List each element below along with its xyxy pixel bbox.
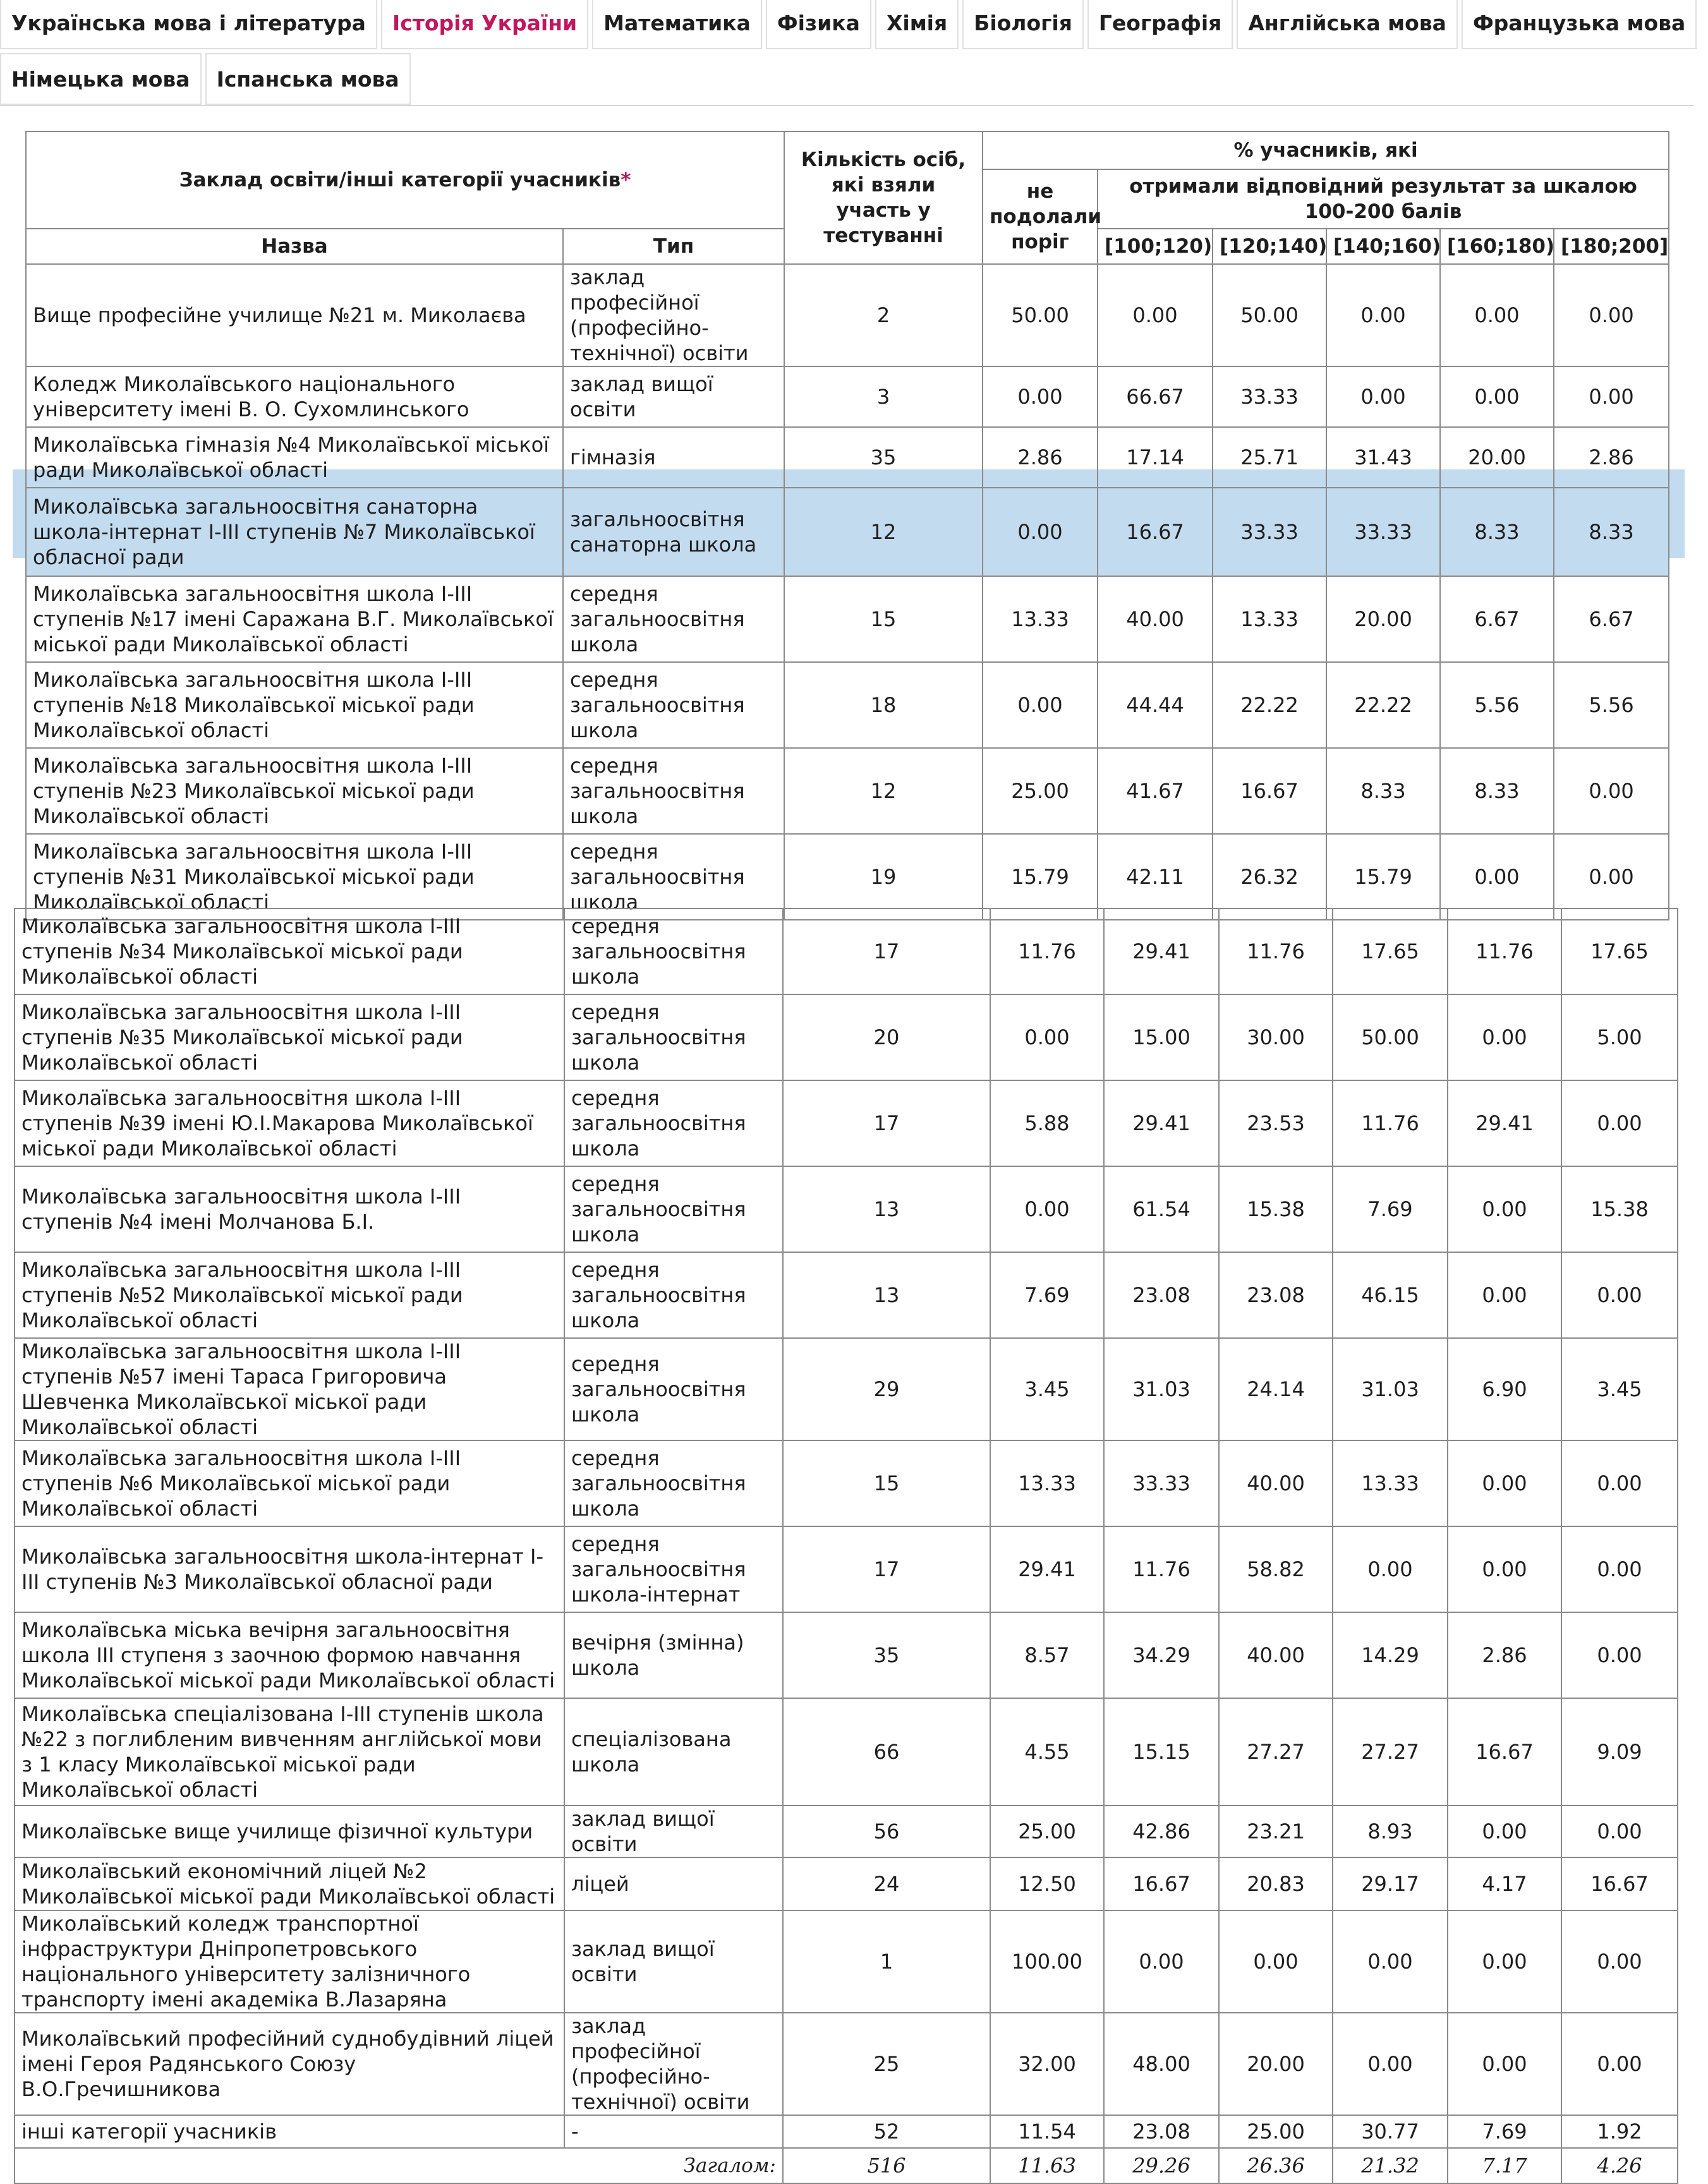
- participant-count-cell: 66: [783, 1698, 990, 1806]
- institution-type-cell: -: [564, 2115, 783, 2148]
- range-percent-cell: 23.08: [1219, 1252, 1333, 1338]
- range-percent-cell: 0.00: [1554, 834, 1669, 920]
- range-percent-cell: 8.33: [1440, 748, 1554, 834]
- range-percent-cell: 0.00: [1561, 1910, 1678, 2013]
- failed-percent-cell: 25.00: [983, 748, 1098, 834]
- range-percent-cell: 15.79: [1326, 834, 1440, 920]
- range-percent-cell: 31.43: [1326, 427, 1440, 488]
- range-percent-cell: 0.00: [1561, 1612, 1678, 1698]
- table-row[interactable]: [26, 264, 1669, 366]
- institution-name-cell: Миколаївська загальноосвітня школа І-ІІІ ступенів №4 імені Молчанова Б.І.: [15, 1166, 564, 1252]
- range-percent-cell: 0.00: [1448, 1440, 1561, 1526]
- range-percent-cell: 0.00: [1561, 1526, 1678, 1612]
- range-percent-cell: 15.00: [1104, 994, 1219, 1080]
- range-percent-cell: 40.00: [1219, 1612, 1333, 1698]
- institution-type-cell: середня загальноосвітня школа: [564, 1166, 783, 1252]
- institution-type-cell: середня загальноосвітня школа: [564, 1252, 783, 1338]
- participant-count-cell: 52: [783, 2115, 990, 2148]
- results-table: [25, 131, 1669, 920]
- failed-percent-cell: 0.00: [990, 1166, 1104, 1252]
- range-percent-cell: 15.38: [1219, 1166, 1333, 1252]
- range-percent-cell: 50.00: [1333, 994, 1448, 1080]
- range-percent-cell: 16.67: [1104, 1857, 1219, 1910]
- participant-count-cell: 15: [783, 1440, 990, 1526]
- institution-name-cell: Миколаївська спеціалізована І-ІІІ ступенів школа №22 з поглибленим вивченням англійської мови з 1 класу Миколаївської міської ради Миколаївської області: [15, 1698, 564, 1806]
- range-header: [120;140): [1213, 229, 1326, 264]
- range-percent-cell: 0.00: [1326, 366, 1440, 427]
- failed-percent-cell: 100.00: [990, 1910, 1104, 2013]
- range-percent-cell: 4.17: [1448, 1857, 1561, 1910]
- range-percent-cell: 0.00: [1440, 264, 1554, 366]
- institution-name-cell: Миколаївська загальноосвітня санаторна школа-інтернат І-ІІІ ступенів №7 Миколаївської обласної ради: [26, 488, 563, 576]
- range-percent-cell: 14.29: [1333, 1612, 1448, 1698]
- table-row[interactable]: [15, 1252, 1678, 1338]
- institution-type-cell: вечірня (змінна) школа: [564, 1612, 783, 1698]
- range-percent-cell: 0.00: [1219, 1910, 1333, 2013]
- range-percent-cell: 0.00: [1440, 834, 1554, 920]
- range-percent-cell: 50.00: [1213, 264, 1326, 366]
- participant-count-cell: 29: [783, 1338, 990, 1440]
- table-row[interactable]: [26, 662, 1669, 748]
- tab-subject[interactable]: Географія: [1087, 0, 1233, 49]
- table-row[interactable]: [15, 1698, 1678, 1806]
- institution-type-cell: гімназія: [563, 427, 784, 488]
- institution-name-cell: Миколаївська загальноосвітня школа-інтернат І-ІІІ ступенів №3 Миколаївської обласної ради: [15, 1526, 564, 1612]
- total-count-cell: 516: [783, 2148, 990, 2183]
- participant-count-cell: 17: [783, 1526, 990, 1612]
- range-header: [140;160): [1326, 229, 1440, 264]
- range-percent-cell: 23.21: [1219, 1806, 1333, 1857]
- table-row[interactable]: [15, 1612, 1678, 1698]
- range-percent-cell: 30.77: [1333, 2115, 1448, 2148]
- name-header: Назва: [26, 229, 563, 264]
- range-percent-cell: 58.82: [1219, 1526, 1333, 1612]
- table-row[interactable]: [26, 576, 1669, 662]
- table-row[interactable]: [15, 2115, 1678, 2148]
- table-row[interactable]: [15, 1806, 1678, 1857]
- total-percent-cell: 11.63: [990, 2148, 1104, 2183]
- range-percent-cell: 8.33: [1326, 748, 1440, 834]
- type-header: Тип: [563, 229, 784, 264]
- range-percent-cell: 20.00: [1440, 427, 1554, 488]
- range-percent-cell: 0.00: [1554, 264, 1669, 366]
- range-percent-cell: 13.33: [1333, 1440, 1448, 1526]
- range-percent-cell: 0.00: [1326, 264, 1440, 366]
- range-percent-cell: 9.09: [1561, 1698, 1678, 1806]
- range-header: [100;120): [1098, 229, 1213, 264]
- range-percent-cell: 15.38: [1561, 1166, 1678, 1252]
- participant-count-cell: 1: [783, 1910, 990, 2013]
- range-percent-cell: 11.76: [1219, 908, 1333, 994]
- failed-percent-cell: 11.54: [990, 2115, 1104, 2148]
- range-percent-cell: 33.33: [1213, 488, 1326, 576]
- range-percent-cell: 16.67: [1448, 1698, 1561, 1806]
- range-percent-cell: 5.56: [1554, 662, 1669, 748]
- failed-header: не подолали поріг: [983, 169, 1098, 264]
- institution-type-cell: середня загальноосвітня школа: [564, 1338, 783, 1440]
- institution-type-cell: заклад вищої освіти: [563, 366, 784, 427]
- range-percent-cell: 29.17: [1333, 1857, 1448, 1910]
- range-percent-cell: 40.00: [1098, 576, 1213, 662]
- range-percent-cell: 17.65: [1333, 908, 1448, 994]
- failed-percent-cell: 29.41: [990, 1526, 1104, 1612]
- participant-count-cell: 18: [784, 662, 983, 748]
- range-percent-cell: 17.14: [1098, 427, 1213, 488]
- range-percent-cell: 8.93: [1333, 1806, 1448, 1857]
- range-percent-cell: 0.00: [1561, 1252, 1678, 1338]
- institution-name-cell: Миколаївська загальноосвітня школа І-ІІІ ступенів №52 Миколаївської міської ради Миколаївської області: [15, 1252, 564, 1338]
- table-row[interactable]: [15, 2013, 1678, 2115]
- range-percent-cell: 5.00: [1561, 994, 1678, 1080]
- institution-type-cell: середня загальноосвітня школа: [563, 748, 784, 834]
- participant-count-cell: 19: [784, 834, 983, 920]
- participant-count-cell: 20: [783, 994, 990, 1080]
- participant-count-cell: 13: [783, 1166, 990, 1252]
- subject-tabs: [0, 0, 1693, 106]
- failed-percent-cell: 5.88: [990, 1080, 1104, 1166]
- failed-percent-cell: 3.45: [990, 1338, 1104, 1440]
- institution-type-cell: середня загальноосвітня школа: [564, 908, 783, 994]
- institution-type-cell: заклад професійної (професійно-технічної) освіти: [564, 2013, 783, 2115]
- range-percent-cell: 7.69: [1333, 1166, 1448, 1252]
- range-percent-cell: 25.00: [1219, 2115, 1333, 2148]
- participant-count-cell: 13: [783, 1252, 990, 1338]
- institution-name-cell: Миколаївська загальноосвітня школа І-ІІІ ступенів №35 Миколаївської міської ради Миколаївської області: [15, 994, 564, 1080]
- institution-type-cell: середня загальноосвітня школа: [564, 1080, 783, 1166]
- range-percent-cell: 0.00: [1554, 366, 1669, 427]
- failed-percent-cell: 11.76: [990, 908, 1104, 994]
- range-percent-cell: 66.67: [1098, 366, 1213, 427]
- range-percent-cell: 0.00: [1448, 1526, 1561, 1612]
- range-percent-cell: 29.41: [1104, 908, 1219, 994]
- range-percent-cell: 33.33: [1326, 488, 1440, 576]
- institution-name-cell: Миколаївська загальноосвітня школа І-ІІІ ступенів №34 Миколаївської міської ради Миколаївської області: [15, 908, 564, 994]
- table-row[interactable]: [26, 834, 1669, 920]
- institution-type-cell: середня загальноосвітня школа-інтернат: [564, 1526, 783, 1612]
- failed-percent-cell: 13.33: [990, 1440, 1104, 1526]
- failed-percent-cell: 15.79: [983, 834, 1098, 920]
- participant-count-cell: 12: [784, 488, 983, 576]
- range-percent-cell: 0.00: [1440, 366, 1554, 427]
- table-row[interactable]: [15, 1526, 1678, 1612]
- range-percent-cell: 0.00: [1561, 1806, 1678, 1857]
- tab-subject[interactable]: Історія України: [381, 0, 588, 49]
- range-percent-cell: 40.00: [1219, 1440, 1333, 1526]
- participant-count-cell: 56: [783, 1806, 990, 1857]
- results-table-continued: [14, 908, 1678, 2184]
- range-percent-cell: 0.00: [1448, 1806, 1561, 1857]
- range-percent-cell: 46.15: [1333, 1252, 1448, 1338]
- range-percent-cell: 0.00: [1104, 1910, 1219, 2013]
- range-percent-cell: 2.86: [1448, 1612, 1561, 1698]
- range-percent-cell: 0.00: [1561, 1440, 1678, 1526]
- tab-row-2: [0, 53, 415, 106]
- table-row[interactable]: [15, 994, 1678, 1080]
- total-row: [15, 2148, 1678, 2183]
- participant-count-cell: 35: [783, 1612, 990, 1698]
- tab-subject[interactable]: Німецька мова: [0, 53, 202, 105]
- range-header: [180;200]: [1554, 229, 1669, 264]
- failed-percent-cell: 2.86: [983, 427, 1098, 488]
- participant-count-cell: 12: [784, 748, 983, 834]
- asterisk-note: *: [621, 169, 631, 191]
- range-percent-cell: 31.03: [1333, 1338, 1448, 1440]
- table-row[interactable]: [15, 908, 1678, 994]
- range-percent-cell: 30.00: [1219, 994, 1333, 1080]
- range-percent-cell: 0.00: [1333, 2013, 1448, 2115]
- range-percent-cell: 0.00: [1554, 748, 1669, 834]
- total-percent-cell: 21.32: [1333, 2148, 1448, 2183]
- institution-name-cell: Миколаївська загальноосвітня школа І-ІІІ ступенів №57 імені Тараса Григоровича Шевченка Миколаївської міської ради Миколаївської області: [15, 1338, 564, 1440]
- range-percent-cell: 29.41: [1104, 1080, 1219, 1166]
- institution-type-cell: середня загальноосвітня школа: [563, 834, 784, 920]
- percent-header: % учасників, які: [983, 131, 1669, 169]
- institution-type-cell: середня загальноосвітня школа: [563, 576, 784, 662]
- institution-header: Заклад освіти/інші категорії учасників*: [26, 131, 784, 229]
- institution-type-cell: заклад професійної (професійно-технічної) освіти: [563, 264, 784, 366]
- tab-subject[interactable]: Англійська мова: [1237, 0, 1458, 49]
- institution-name-cell: Миколаївська загальноосвітня школа І-ІІІ ступенів №23 Миколаївської міської ради Миколаївської області: [26, 748, 563, 834]
- participant-count-cell: 2: [784, 264, 983, 366]
- range-percent-cell: 15.15: [1104, 1698, 1219, 1806]
- range-percent-cell: 20.83: [1219, 1857, 1333, 1910]
- range-percent-cell: 20.00: [1326, 576, 1440, 662]
- range-percent-cell: 6.67: [1554, 576, 1669, 662]
- table-row[interactable]: [26, 488, 1669, 576]
- institution-name-cell: Миколаївський коледж транспортної інфраструктури Дніпропетровського національного університету залізничного транспорту імені академіка В.Лазаряна: [15, 1910, 564, 2013]
- range-percent-cell: 23.53: [1219, 1080, 1333, 1166]
- institution-type-cell: заклад вищої освіти: [564, 1910, 783, 2013]
- range-percent-cell: 22.22: [1326, 662, 1440, 748]
- failed-percent-cell: 4.55: [990, 1698, 1104, 1806]
- count-header: Кількість осіб, які взяли участь у тестуванні: [784, 131, 983, 264]
- tab-subject[interactable]: Фізика: [766, 0, 871, 49]
- institution-type-cell: спеціалізована школа: [564, 1698, 783, 1806]
- institution-name-cell: Коледж Миколаївського національного університету імені В. О. Сухомлинського: [26, 366, 563, 427]
- range-percent-cell: 42.86: [1104, 1806, 1219, 1857]
- participant-count-cell: 15: [784, 576, 983, 662]
- institution-name-cell: Миколаївський економічний ліцей №2 Миколаївської міської ради Миколаївської області: [15, 1857, 564, 1910]
- total-percent-cell: 29.26: [1104, 2148, 1219, 2183]
- participant-count-cell: 17: [783, 1080, 990, 1166]
- range-percent-cell: 0.00: [1561, 1080, 1678, 1166]
- range-percent-cell: 6.90: [1448, 1338, 1561, 1440]
- institution-type-cell: заклад вищої освіти: [564, 1806, 783, 1857]
- range-percent-cell: 3.45: [1561, 1338, 1678, 1440]
- tab-subject[interactable]: Іспанська мова: [205, 53, 411, 105]
- range-percent-cell: 61.54: [1104, 1166, 1219, 1252]
- range-percent-cell: 11.76: [1333, 1080, 1448, 1166]
- range-percent-cell: 0.00: [1098, 264, 1213, 366]
- range-percent-cell: 27.27: [1333, 1698, 1448, 1806]
- participant-count-cell: 24: [783, 1857, 990, 1910]
- range-percent-cell: 0.00: [1448, 1910, 1561, 2013]
- range-percent-cell: 22.22: [1213, 662, 1326, 748]
- range-percent-cell: 48.00: [1104, 2013, 1219, 2115]
- range-percent-cell: 29.41: [1448, 1080, 1561, 1166]
- tab-subject[interactable]: Математика: [592, 0, 762, 49]
- range-percent-cell: 34.29: [1104, 1612, 1219, 1698]
- range-percent-cell: 16.67: [1098, 488, 1213, 576]
- failed-percent-cell: 0.00: [990, 994, 1104, 1080]
- institution-name-cell: Миколаївська загальноосвітня школа І-ІІІ ступенів №31 Миколаївської міської ради Миколаївської області: [26, 834, 563, 920]
- range-percent-cell: 42.11: [1098, 834, 1213, 920]
- table-row[interactable]: [15, 1166, 1678, 1252]
- table-row[interactable]: [26, 427, 1669, 488]
- range-percent-cell: 20.00: [1219, 2013, 1333, 2115]
- range-percent-cell: 0.00: [1333, 1910, 1448, 2013]
- range-percent-cell: 25.71: [1213, 427, 1326, 488]
- range-percent-cell: 26.32: [1213, 834, 1326, 920]
- participant-count-cell: 17: [783, 908, 990, 994]
- tab-subject[interactable]: Хімія: [875, 0, 959, 49]
- range-percent-cell: 0.00: [1561, 2013, 1678, 2115]
- participant-count-cell: 25: [783, 2013, 990, 2115]
- range-percent-cell: 27.27: [1219, 1698, 1333, 1806]
- institution-name-cell: Миколаївська загальноосвітня школа І-ІІІ ступенів №6 Миколаївської міської ради Миколаївської області: [15, 1440, 564, 1526]
- table-row[interactable]: [15, 1440, 1678, 1526]
- failed-percent-cell: 8.57: [990, 1612, 1104, 1698]
- range-percent-cell: 6.67: [1440, 576, 1554, 662]
- range-header: [160;180): [1440, 229, 1554, 264]
- table-row[interactable]: [15, 1338, 1678, 1440]
- range-percent-cell: 8.33: [1440, 488, 1554, 576]
- range-percent-cell: 11.76: [1104, 1526, 1219, 1612]
- institution-name-cell: Миколаївське вище училище фізичної культури: [15, 1806, 564, 1857]
- failed-percent-cell: 13.33: [983, 576, 1098, 662]
- institution-name-cell: Миколаївська загальноосвітня школа І-ІІІ ступенів №17 імені Саражана В.Г. Миколаївської міської ради Миколаївської області: [26, 576, 563, 662]
- tab-row-1: [0, 0, 1700, 53]
- range-percent-cell: 0.00: [1448, 1166, 1561, 1252]
- institution-type-cell: середня загальноосвітня школа: [564, 1440, 783, 1526]
- range-percent-cell: 1.92: [1561, 2115, 1678, 2148]
- institution-type-cell: середня загальноосвітня школа: [563, 662, 784, 748]
- institution-name-cell: Миколаївська загальноосвітня школа І-ІІІ ступенів №18 Миколаївської міської ради Миколаївської області: [26, 662, 563, 748]
- range-percent-cell: 0.00: [1448, 994, 1561, 1080]
- institution-type-cell: середня загальноосвітня школа: [564, 994, 783, 1080]
- participant-count-cell: 35: [784, 427, 983, 488]
- total-label: Загалом:: [15, 2148, 783, 2183]
- range-percent-cell: 23.08: [1104, 1252, 1219, 1338]
- failed-percent-cell: 50.00: [983, 264, 1098, 366]
- range-percent-cell: 2.86: [1554, 427, 1669, 488]
- failed-percent-cell: 0.00: [983, 662, 1098, 748]
- range-percent-cell: 24.14: [1219, 1338, 1333, 1440]
- range-percent-cell: 0.00: [1333, 1526, 1448, 1612]
- failed-percent-cell: 32.00: [990, 2013, 1104, 2115]
- institution-name-cell: Миколаївська гімназія №4 Миколаївської міської ради Миколаївської області: [26, 427, 563, 488]
- failed-percent-cell: 0.00: [983, 366, 1098, 427]
- institution-name-cell: Миколаївська загальноосвітня школа І-ІІІ ступенів №39 імені Ю.І.Макарова Миколаївської міської ради Миколаївської області: [15, 1080, 564, 1166]
- range-percent-cell: 11.76: [1448, 908, 1561, 994]
- table-row[interactable]: [26, 748, 1669, 834]
- range-percent-cell: 33.33: [1104, 1440, 1219, 1526]
- table-row[interactable]: [15, 1080, 1678, 1166]
- range-percent-cell: 41.67: [1098, 748, 1213, 834]
- range-percent-cell: 0.00: [1448, 1252, 1561, 1338]
- failed-percent-cell: 0.00: [983, 488, 1098, 576]
- range-percent-cell: 7.69: [1448, 2115, 1561, 2148]
- range-percent-cell: 13.33: [1213, 576, 1326, 662]
- institution-type-cell: загальноосвітня санаторна школа: [563, 488, 784, 576]
- table-row[interactable]: [15, 1910, 1678, 2013]
- institution-type-cell: ліцей: [564, 1857, 783, 1910]
- range-percent-cell: 16.67: [1561, 1857, 1678, 1910]
- institution-name-cell: Миколаївський професійний суднобудівний ліцей імені Героя Радянського Союзу В.О.Гречишникова: [15, 2013, 564, 2115]
- failed-percent-cell: 25.00: [990, 1806, 1104, 1857]
- institution-name-cell: Вище професійне училище №21 м. Миколаєва: [26, 264, 563, 366]
- institution-name-cell: Миколаївська міська вечірня загальноосвітня школа ІІІ ступеня з заочною формою навчання Миколаївської міської ради Миколаївської області: [15, 1612, 564, 1698]
- failed-percent-cell: 12.50: [990, 1857, 1104, 1910]
- range-percent-cell: 16.67: [1213, 748, 1326, 834]
- table-row[interactable]: [15, 1857, 1678, 1910]
- tab-subject[interactable]: Українська мова і література: [0, 0, 377, 49]
- failed-percent-cell: 7.69: [990, 1252, 1104, 1338]
- range-percent-cell: 44.44: [1098, 662, 1213, 748]
- range-percent-cell: 33.33: [1213, 366, 1326, 427]
- range-percent-cell: 8.33: [1554, 488, 1669, 576]
- range-percent-cell: 5.56: [1440, 662, 1554, 748]
- participant-count-cell: 3: [784, 366, 983, 427]
- range-percent-cell: 0.00: [1448, 2013, 1561, 2115]
- range-percent-cell: 31.03: [1104, 1338, 1219, 1440]
- range-percent-cell: 17.65: [1561, 908, 1678, 994]
- table-row[interactable]: [26, 366, 1669, 427]
- institution-name-cell: інші категорії учасників: [15, 2115, 564, 2148]
- total-percent-cell: 4.26: [1561, 2148, 1678, 2183]
- tab-subject[interactable]: Біологія: [962, 0, 1084, 49]
- total-percent-cell: 26.36: [1219, 2148, 1333, 2183]
- received-header: отримали відповідний результат за шкалою 100-200 балів: [1098, 169, 1669, 229]
- range-percent-cell: 23.08: [1104, 2115, 1219, 2148]
- total-percent-cell: 7.17: [1448, 2148, 1561, 2183]
- tab-subject[interactable]: Французька мова: [1462, 0, 1697, 49]
